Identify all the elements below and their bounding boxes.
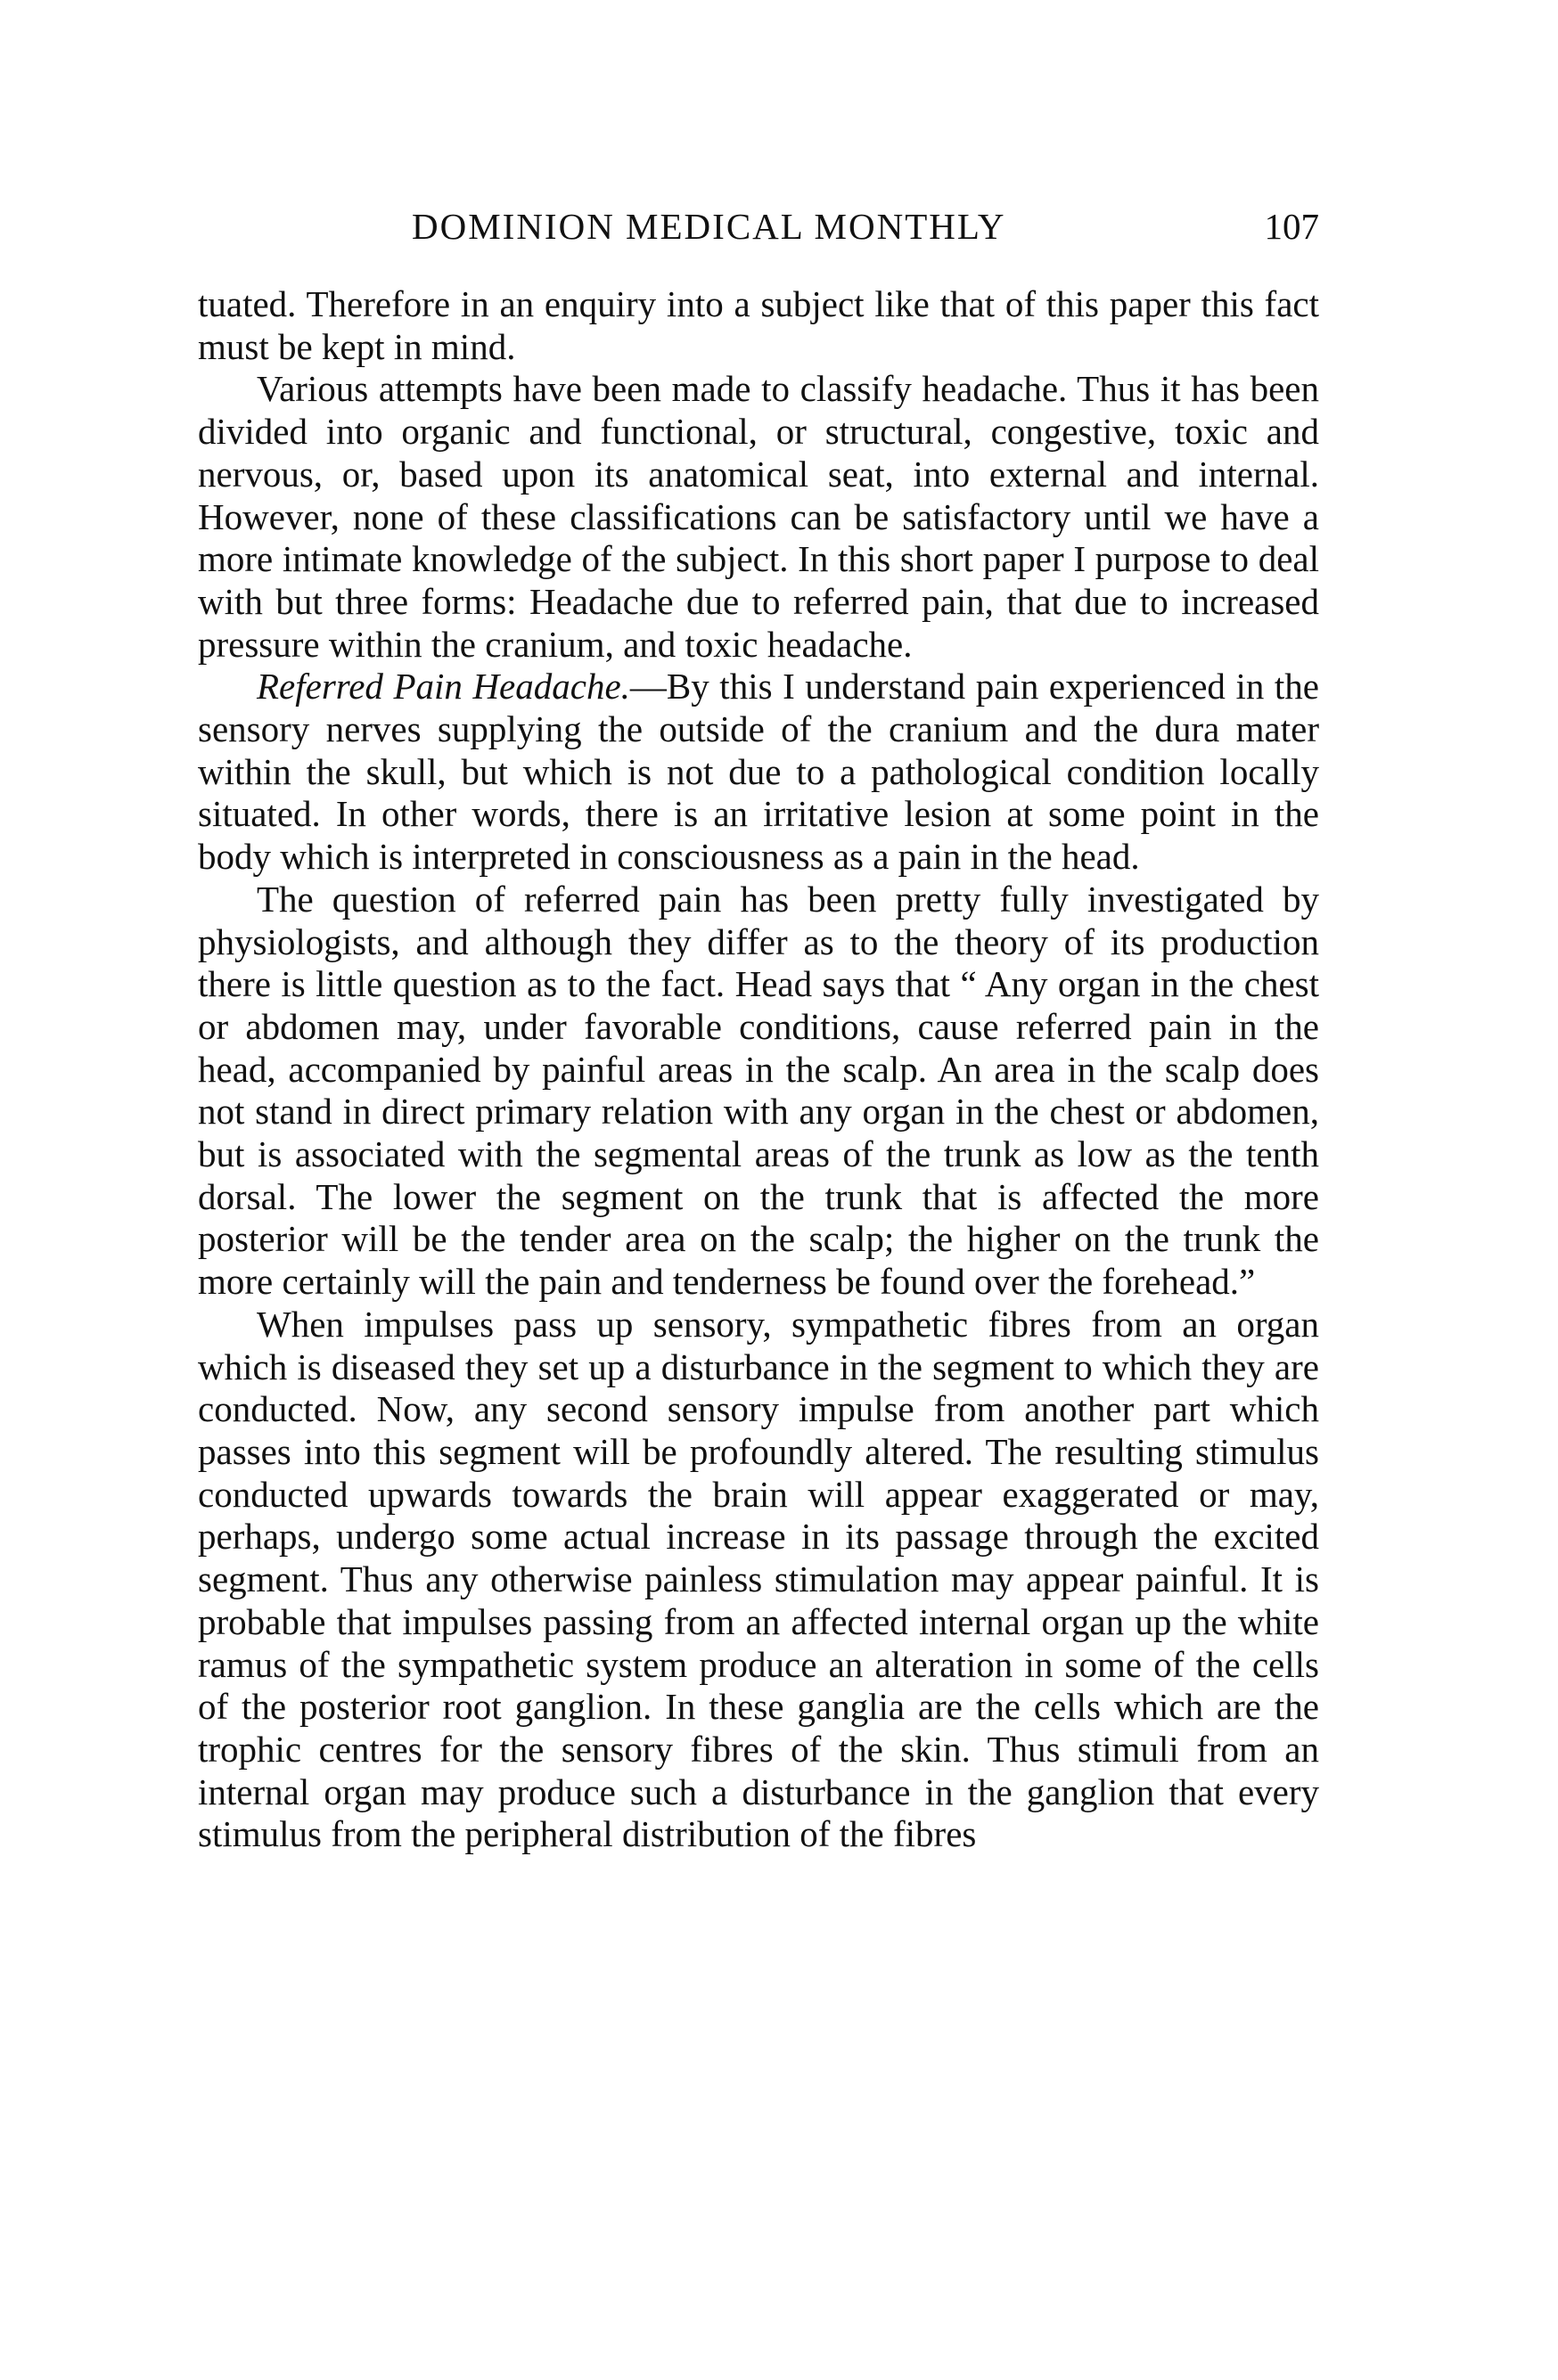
paragraph-referred-pain-text: —By this I understand pain experienced in the sensory nerves supplying the outside of the cranium and the dura mater within the skull, but which is not due to a pathological condition locally situated. In other words, there is an irritative lesion at some point in the body which is interpreted in consciousness as a pain in the head.	[198, 666, 1319, 878]
page-number: 107	[1264, 206, 1319, 247]
section-heading-referred-pain: Referred Pain Headache.	[257, 666, 630, 707]
paragraph-head-quote: The question of referred pain has been pretty fully investigated by physiologists, and although they differ as to the theory of its production there is little question as to the fact. Head says that “ Any organ in the chest or abdomen may, under favorable conditions, cause referred pain in the head, accompanied by painful areas in the scalp. An area in the scalp does not stand in direct primary relation with any organ in the chest or abdomen, but is associated with the segmental areas of the trunk as low as the tenth dorsal. The lower the segment on the trunk that is affected the more posterior will be the tender area on the scalp; the higher on the trunk the more certainly will the pain and tenderness be found over the forehead.”	[198, 878, 1319, 1303]
paragraph-impulses: When impulses pass up sensory, sympathetic fibres from an organ which is diseased they set up a disturbance in the segment to which they are conducted. Now, any second sensory impulse from another part which passes into this segment will be profoundly altered. The resulting stimulus conducted upwards towards the brain will appear exaggerated or may, perhaps, undergo some actual increase in its passage through the excited segment. Thus any otherwise painless stimulation may appear painful. It is probable that impulses passing from an affected internal organ up the white ramus of the sympathetic system produce an alteration in some of the cells of the posterior root ganglion. In these ganglia are the cells which are the trophic centres for the sensory fibres of the skin. Thus stimuli from an internal organ may produce such a disturbance in the ganglion that every stimulus from the peripheral distribution of the fibres	[198, 1303, 1319, 1855]
article-body	[198, 283, 1319, 1856]
running-head	[198, 205, 1319, 258]
journal-title: DOMINION MEDICAL MONTHLY	[412, 206, 1006, 247]
paragraph-continuation: tuated. Therefore in an enquiry into a subject like that of this paper this fact must be kept in mind.	[198, 283, 1319, 367]
paragraph-classification: Various attempts have been made to classify headache. Thus it has been divided into organic and functional, or structural, congestive, toxic and nervous, or, based upon its anatomical seat, into external and internal. However, none of these classifications can be satisfactory until we have a more intimate knowledge of the subject. In this short paper I purpose to deal with but three forms: Headache due to referred pain, that due to increased pressure within the cranium, and toxic headache.	[198, 368, 1319, 665]
journal-page	[198, 205, 1319, 1856]
paragraph-referred-pain	[198, 666, 1319, 879]
